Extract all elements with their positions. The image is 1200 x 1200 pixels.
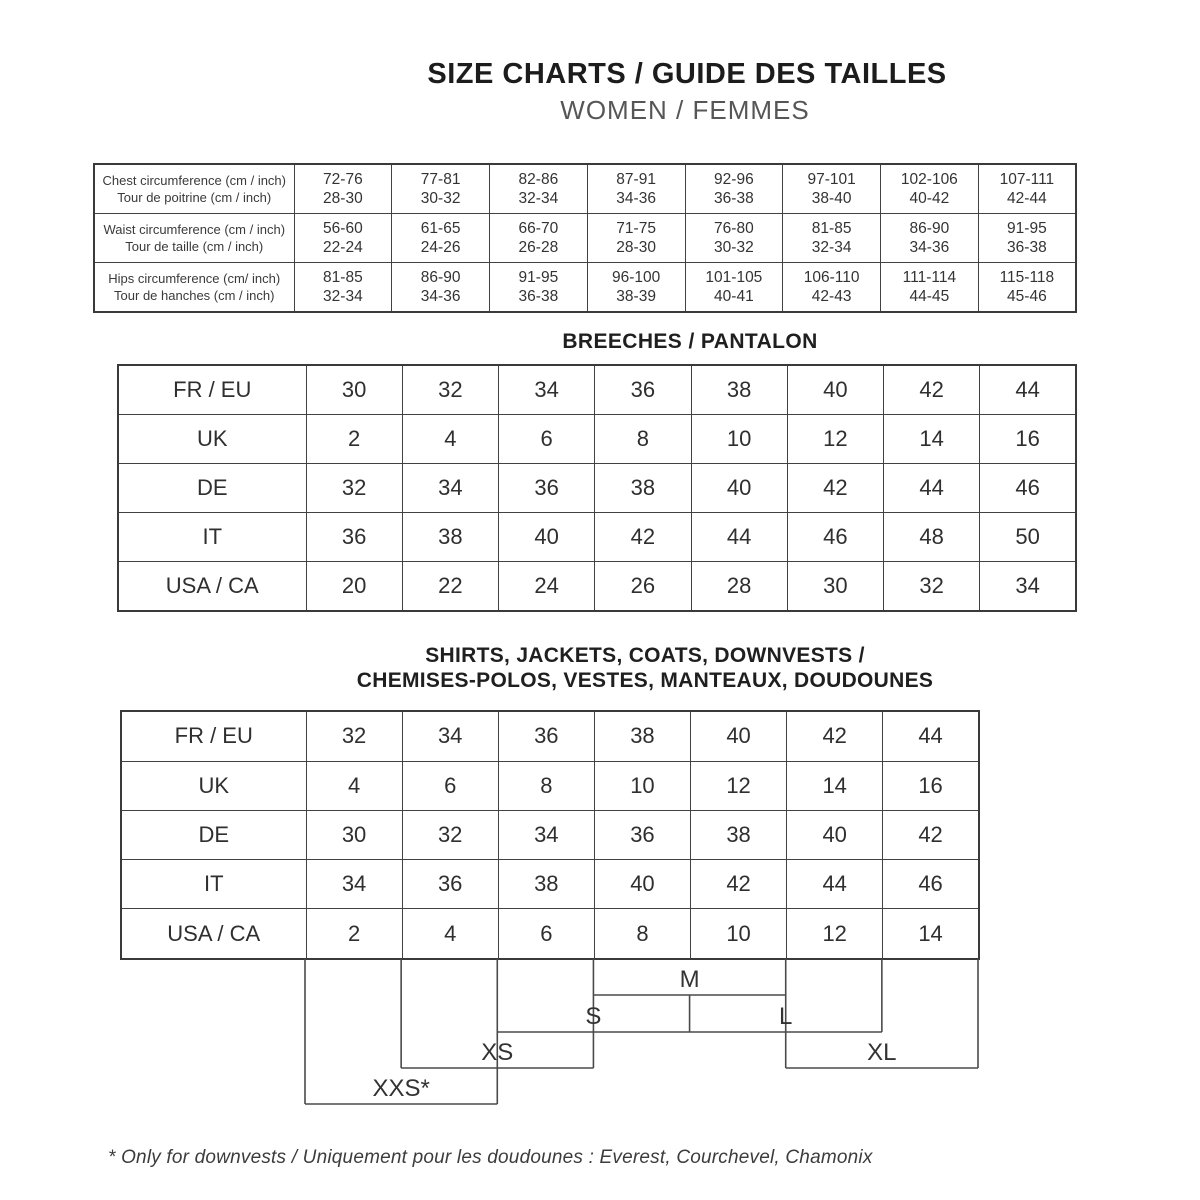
measurement-cell: [881, 262, 979, 312]
size-cell: 44: [883, 711, 979, 761]
measurement-cell: [587, 214, 685, 263]
measurement-row: [94, 164, 1076, 214]
measurement-cell: [294, 262, 392, 312]
measurement-inch-range: 30-32: [420, 190, 461, 208]
size-cell: 34: [499, 365, 595, 415]
page-title: SIZE CHARTS / GUIDE DES TAILLES: [427, 58, 947, 90]
size-cell: 42: [691, 860, 787, 909]
measurement-label-fr: Tour de hanches (cm / inch): [114, 287, 275, 303]
measurement-inch-range: 22-24: [323, 238, 363, 256]
size-row-label: UK: [118, 415, 306, 464]
measurement-row-label: [94, 262, 294, 312]
measurement-cm-range: 71-75: [616, 219, 656, 237]
measurement-cell: [294, 164, 392, 214]
measurement-inch-range: 28-30: [616, 238, 656, 256]
size-bracket-label: L: [779, 1003, 793, 1030]
measurements-table: [93, 163, 1077, 313]
measurement-cm-range: 82-86: [518, 171, 559, 189]
measurement-inch-range: 45-46: [1007, 287, 1047, 305]
size-cell: 28: [691, 561, 787, 611]
measurement-inch-range: 34-36: [909, 238, 950, 256]
size-bracket-label: XS: [481, 1039, 514, 1066]
measurement-cm-range: 76-80: [714, 219, 754, 237]
size-cell: 44: [980, 365, 1076, 415]
size-cell: 44: [787, 860, 883, 909]
shirts-heading-line2: CHEMISES-POLOS, VESTES, MANTEAUX, DOUDOUNES: [356, 669, 934, 692]
measurement-cell: [783, 164, 881, 214]
measurement-cm-range: 81-85: [323, 268, 363, 286]
size-row: [121, 810, 979, 859]
measurement-cell: [490, 262, 588, 312]
size-row-label: UK: [121, 761, 306, 810]
size-cell: 40: [787, 365, 883, 415]
measurement-cell: [881, 164, 979, 214]
measurement-cell: [685, 214, 783, 263]
size-cell: 32: [884, 561, 980, 611]
measurement-inch-range: 38-40: [811, 190, 852, 208]
size-cell: 12: [691, 761, 787, 810]
size-cell: 36: [595, 365, 691, 415]
size-bracket-label: S: [585, 1003, 602, 1030]
measurement-cell: [685, 262, 783, 312]
measurement-cell: [978, 262, 1076, 312]
measurement-cm-range: 101-105: [705, 268, 763, 286]
size-cell: 46: [980, 464, 1076, 513]
measurement-cell: [978, 214, 1076, 263]
breeches-table-body: [118, 365, 1076, 611]
size-cell: 6: [402, 761, 498, 810]
measurement-row: [94, 214, 1076, 263]
measurement-inch-range: 32-34: [518, 190, 559, 208]
measurements-table-body: [94, 164, 1076, 312]
size-cell: 14: [787, 761, 883, 810]
measurement-cm-range: 115-118: [999, 268, 1055, 286]
shirts-table: [120, 710, 980, 960]
size-cell: 16: [883, 761, 979, 810]
size-cell: 6: [499, 415, 595, 464]
size-bracket-label: M: [679, 966, 700, 993]
measurement-inch-range: 32-34: [811, 238, 852, 256]
measurement-inch-range: 42-44: [1007, 190, 1047, 208]
size-cell: 10: [594, 761, 690, 810]
shirts-table-body: [121, 711, 979, 959]
size-row-label: FR / EU: [121, 711, 306, 761]
measurement-inch-range: 30-32: [714, 238, 754, 256]
size-row: [121, 909, 979, 959]
size-cell: 12: [787, 909, 883, 959]
size-cell: 36: [498, 711, 594, 761]
measurement-cm-range: 72-76: [323, 171, 363, 189]
size-row-label: USA / CA: [118, 561, 306, 611]
size-cell: 48: [884, 512, 980, 561]
measurement-inch-range: 32-34: [323, 287, 363, 305]
size-bracket-label: XL: [867, 1039, 897, 1066]
size-cell: 6: [498, 909, 594, 959]
size-cell: 8: [594, 909, 690, 959]
size-cell: 10: [691, 415, 787, 464]
size-row: [118, 512, 1076, 561]
size-cell: 32: [306, 711, 402, 761]
measurement-cm-range: 66-70: [518, 219, 559, 237]
measurement-inch-range: 36-38: [518, 287, 559, 305]
size-cell: 38: [691, 365, 787, 415]
measurement-cm-range: 106-110: [803, 268, 860, 286]
measurement-inch-range: 34-36: [420, 287, 461, 305]
measurement-label-fr: Tour de poitrine (cm / inch): [117, 190, 272, 206]
size-cell: 10: [691, 909, 787, 959]
measurement-cm-range: 81-85: [811, 219, 852, 237]
size-row-label: DE: [121, 810, 306, 859]
measurement-cm-range: 97-101: [807, 171, 856, 189]
size-cell: 8: [498, 761, 594, 810]
size-row: [121, 860, 979, 909]
measurement-cell: [587, 262, 685, 312]
measurement-cm-range: 92-96: [714, 171, 754, 189]
shirts-heading-line1: SHIRTS, JACKETS, COATS, DOWNVESTS /: [425, 644, 865, 667]
size-cell: 46: [883, 860, 979, 909]
size-cell: 40: [691, 711, 787, 761]
measurement-cm-range: 86-90: [420, 268, 461, 286]
size-row-label: IT: [121, 860, 306, 909]
size-cell: 14: [883, 909, 979, 959]
size-cell: 36: [594, 810, 690, 859]
size-cell: 32: [402, 365, 498, 415]
size-cell: 36: [402, 860, 498, 909]
size-row: [121, 761, 979, 810]
measurement-cell: [490, 214, 588, 263]
measurement-cell: [490, 164, 588, 214]
size-cell: 20: [306, 561, 402, 611]
measurement-inch-range: 38-39: [616, 287, 656, 305]
size-cell: 24: [499, 561, 595, 611]
measurement-cell: [392, 262, 490, 312]
size-cell: 26: [595, 561, 691, 611]
measurement-cell: [392, 164, 490, 214]
measurement-cell: [587, 164, 685, 214]
measurement-cm-range: 96-100: [611, 268, 661, 286]
measurement-inch-range: 40-42: [909, 190, 950, 208]
size-cell: 42: [883, 810, 979, 859]
size-cell: 40: [691, 464, 787, 513]
measurement-cm-range: 56-60: [323, 219, 363, 237]
measurement-row-label: [94, 214, 294, 263]
size-cell: 34: [402, 711, 498, 761]
size-cell: 40: [499, 512, 595, 561]
size-row: [118, 561, 1076, 611]
size-cell: 2: [306, 415, 402, 464]
size-row-label: DE: [118, 464, 306, 513]
measurement-cm-range: 86-90: [909, 219, 950, 237]
size-cell: 8: [595, 415, 691, 464]
size-cell: 38: [594, 711, 690, 761]
measurement-cell: [881, 214, 979, 263]
measurement-label-en: Chest circumference (cm / inch): [102, 173, 286, 189]
breeches-heading: BREECHES / PANTALON: [562, 330, 818, 353]
measurement-inch-range: 28-30: [323, 190, 363, 208]
size-row-label: IT: [118, 512, 306, 561]
measurement-cm-range: 87-91: [616, 171, 656, 189]
size-cell: 30: [306, 365, 402, 415]
measurement-row-label: [94, 164, 294, 214]
size-cell: 4: [306, 761, 402, 810]
size-cell: 22: [402, 561, 498, 611]
size-cell: 16: [980, 415, 1076, 464]
measurement-cm-range: 102-106: [900, 171, 958, 189]
measurement-cell: [783, 262, 881, 312]
size-cell: 30: [306, 810, 402, 859]
size-cell: 42: [787, 711, 883, 761]
size-cell: 32: [402, 810, 498, 859]
size-row-label: FR / EU: [118, 365, 306, 415]
size-cell: 38: [498, 860, 594, 909]
size-cell: 30: [787, 561, 883, 611]
size-row: [118, 464, 1076, 513]
size-row-label: USA / CA: [121, 909, 306, 959]
size-bracket-label: XXS*: [372, 1075, 430, 1102]
size-cell: 38: [595, 464, 691, 513]
measurement-cm-range: 107-111: [999, 171, 1055, 189]
size-row: [118, 415, 1076, 464]
size-cell: 14: [884, 415, 980, 464]
size-brackets-diagram: [120, 959, 982, 1117]
measurement-cell: [783, 214, 881, 263]
measurement-cell: [294, 214, 392, 263]
measurement-cm-range: 111-114: [902, 268, 957, 286]
size-row: [121, 711, 979, 761]
size-cell: 46: [787, 512, 883, 561]
size-row: [118, 365, 1076, 415]
measurement-inch-range: 42-43: [811, 287, 852, 305]
size-cell: 42: [787, 464, 883, 513]
size-cell: 36: [306, 512, 402, 561]
footnote: * Only for downvests / Uniquement pour les doudounes : Everest, Courchevel, Chamonix: [108, 1147, 873, 1168]
measurement-inch-range: 36-38: [714, 190, 754, 208]
breeches-table: [117, 364, 1077, 612]
size-cell: 34: [306, 860, 402, 909]
size-cell: 50: [980, 512, 1076, 561]
measurement-label-en: Waist circumference (cm / inch): [103, 221, 286, 237]
size-cell: 40: [594, 860, 690, 909]
measurement-inch-range: 44-45: [909, 287, 950, 305]
measurement-inch-range: 40-41: [714, 287, 754, 305]
measurement-inch-range: 34-36: [616, 190, 656, 208]
size-cell: 34: [498, 810, 594, 859]
size-cell: 38: [691, 810, 787, 859]
size-cell: 4: [402, 415, 498, 464]
measurement-inch-range: 26-28: [518, 238, 559, 256]
measurement-label-en: Hips circumference (cm/ inch): [108, 270, 281, 286]
size-cell: 32: [306, 464, 402, 513]
measurement-inch-range: 24-26: [420, 238, 461, 256]
size-cell: 12: [787, 415, 883, 464]
measurement-cell: [685, 164, 783, 214]
size-cell: 2: [306, 909, 402, 959]
size-cell: 42: [884, 365, 980, 415]
size-cell: 44: [884, 464, 980, 513]
measurement-row: [94, 262, 1076, 312]
measurement-cell: [978, 164, 1076, 214]
measurement-cm-range: 61-65: [420, 219, 461, 237]
measurement-inch-range: 36-38: [1007, 238, 1047, 256]
measurement-label-fr: Tour de taille (cm / inch): [125, 238, 264, 254]
size-cell: 4: [402, 909, 498, 959]
size-cell: 34: [980, 561, 1076, 611]
measurement-cm-range: 77-81: [420, 171, 461, 189]
size-cell: 40: [787, 810, 883, 859]
size-cell: 42: [595, 512, 691, 561]
shirts-heading: [145, 643, 1145, 693]
page-subtitle: WOMEN / FEMMES: [560, 95, 810, 125]
size-cell: 38: [402, 512, 498, 561]
size-cell: 34: [402, 464, 498, 513]
size-cell: 44: [691, 512, 787, 561]
measurement-cm-range: 91-95: [1007, 219, 1047, 237]
size-cell: 36: [499, 464, 595, 513]
measurement-cell: [392, 214, 490, 263]
measurement-cm-range: 91-95: [518, 268, 559, 286]
